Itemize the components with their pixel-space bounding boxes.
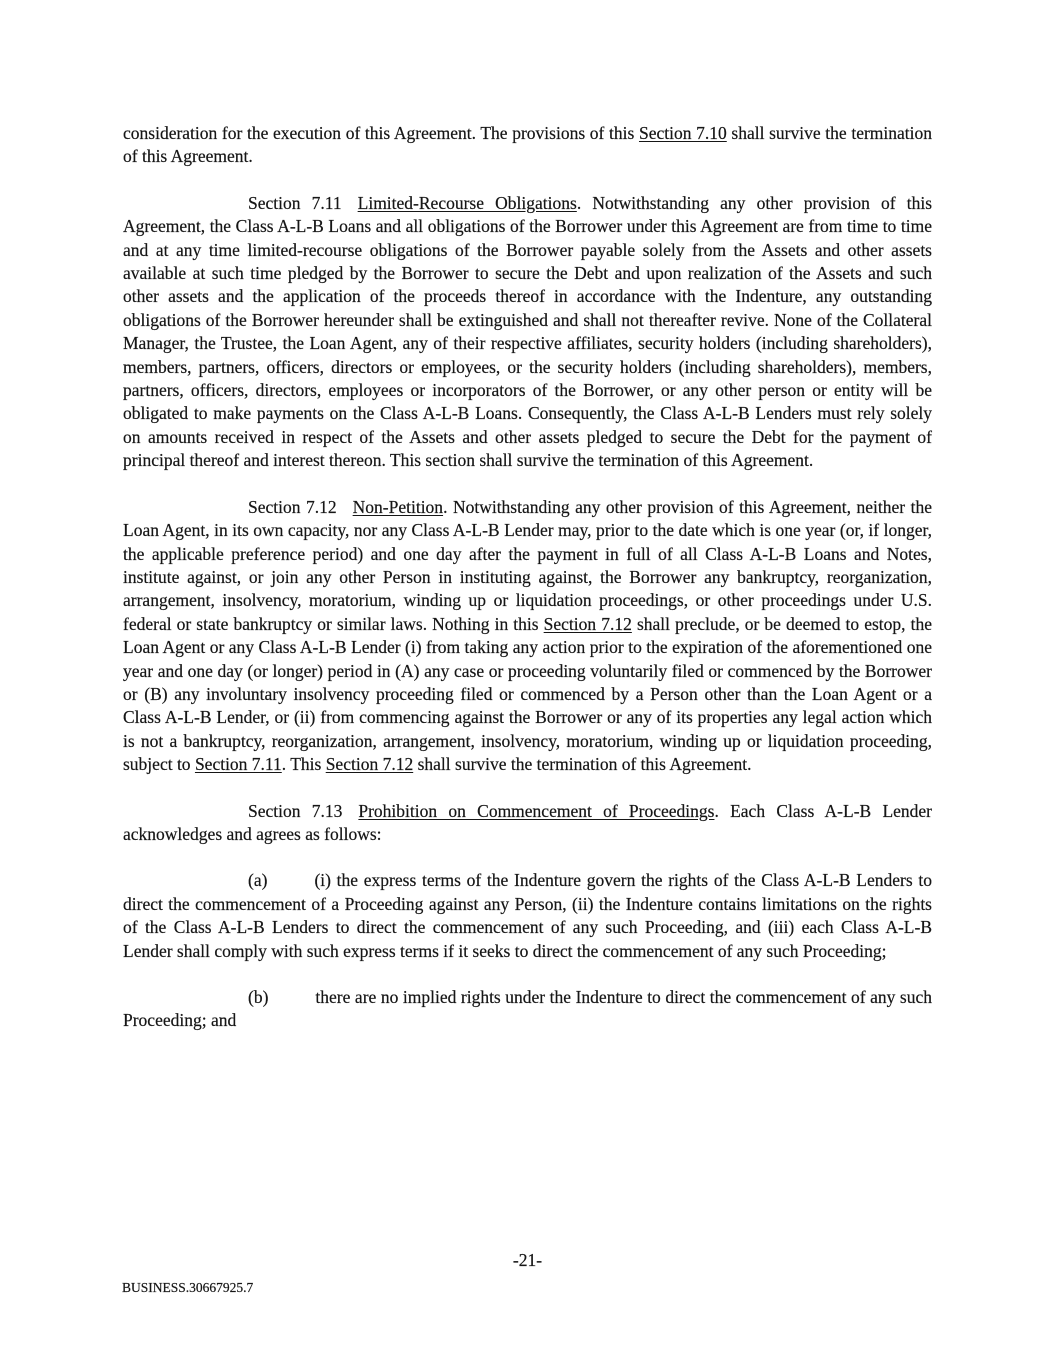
body-text: shall survive the termination of this Agreement. — [123, 123, 933, 167]
section-7-12-reference: Section 7.12 — [325, 754, 414, 775]
page-number: -21- — [512, 1250, 543, 1270]
body-text: (i) the express terms of the Indenture govern the rights of the Class A-L-B Lenders to direct the commencement of a Proceeding against any Person, (ii) the Indenture contains limitations on the rights of the Class A-L-B Lenders to direct the commencement of any such Proceeding, and (iii) each Class A-L-B Lender shall comply with such express terms if it seeks to direct the commencement of any such Proceeding; — [123, 870, 932, 961]
paragraph-section-7-12 — [123, 496, 932, 777]
paragraph-continuation — [123, 122, 932, 169]
section-label: Section 7.11 — [248, 192, 342, 213]
list-item-label: (a) — [248, 870, 268, 891]
section-7-10-reference: Section 7.10 — [638, 123, 727, 143]
body-text: . This — [281, 754, 326, 775]
paragraph-item-b — [123, 986, 932, 1033]
section-label: Section 7.12 — [248, 496, 337, 517]
list-item-label: (b) — [248, 987, 269, 1007]
body-text: shall survive the termination of this Agreement. — [413, 754, 752, 775]
document-id: BUSINESS.30667925.7 — [122, 1280, 254, 1295]
paragraph-item-a — [123, 869, 932, 963]
paragraph-section-7-11 — [123, 192, 932, 473]
body-text: consideration for the execution of this Agreement. The provisions of this — [123, 123, 639, 143]
body-text: there are no implied rights under the Indenture to direct the commencement of any such Proceeding; and — [123, 987, 932, 1031]
section-7-12-reference: Section 7.12 — [543, 613, 632, 634]
body-text: . Notwithstanding any other provision of this Agreement, the Class A-L-B Loans and all obligations of the Borrower under this Agreement are from time to time and at any time limited-recourse obligations of the Borrower payable solely from the Assets and other assets available at such time pledged by the Borrower to secure the Debt and upon realization of the Assets and such other assets and the application of the proceeds thereof in accordance with the Indenture, any outstanding obligations of the Borrower hereunder shall be extinguished and shall not thereafter revive. None of the Collateral Manager, the Trustee, the Loan Agent, any of their respective affiliates, security holders (including shareholders), members, partners, officers, directors or employees, or the security holders (including shareholders), members, partners, officers, directors, employees or incorporators of the Borrower, or any other person or entity will be obligated to make payments on the Class A-L-B Loans. Consequently, the Class A-L-B Lenders must rely solely on amounts received in respect of the Assets and other assets pledged to secure the Debt for the payment of principal thereof and interest thereon. This section shall survive the termination of this Agreement. — [123, 192, 932, 471]
section-7-12-heading: Non-Petition — [352, 496, 444, 517]
section-7-11-heading: Limited-Recourse Obligations — [357, 192, 577, 213]
body-text: . Each Class A-L-B Lender acknowledges and agrees as follows: — [123, 800, 933, 844]
body-text: shall preclude, or be deemed to estop, the Loan Agent or any Class A-L-B Lender (i) from taking any action prior to the expiration of the aforementioned one year and one day (or longer) period in (A) any case or proceeding voluntarily filed or commenced by the Borrower or (B) any involuntary insolvency proceeding filed or commenced by a Person other than the Loan Agent or a Class A-L-B Lender, or (ii) from commencing against the Borrower or any of its properties any legal action which is not a bankruptcy, reorganization, arrangement, insolvency, moratorium, winding up or liquidation proceeding, subject to — [123, 613, 932, 775]
section-7-13-heading: Prohibition on Commencement of Proceedings — [358, 800, 715, 821]
paragraph-section-7-13 — [123, 800, 932, 847]
text-block — [123, 122, 932, 1033]
section-7-11-reference: Section 7.11 — [194, 754, 282, 775]
body-text: . Notwithstanding any other provision of this Agreement, neither the Loan Agent, in its own capacity, nor any Class A-L-B Lender may, prior to the date which is one year (or, if longer, the applicable preference period) and one day after the payment in full of all Class A-L-B Loans and Notes, institute against, or join any other Person in instituting against, the Borrower any bankruptcy, reorganization, arrangement, insolvency, moratorium, winding up or liquidation proceedings, or other proceedings under U.S. federal or state bankruptcy or similar laws. Nothing in this — [123, 496, 933, 634]
section-label: Section 7.13 — [248, 800, 343, 821]
